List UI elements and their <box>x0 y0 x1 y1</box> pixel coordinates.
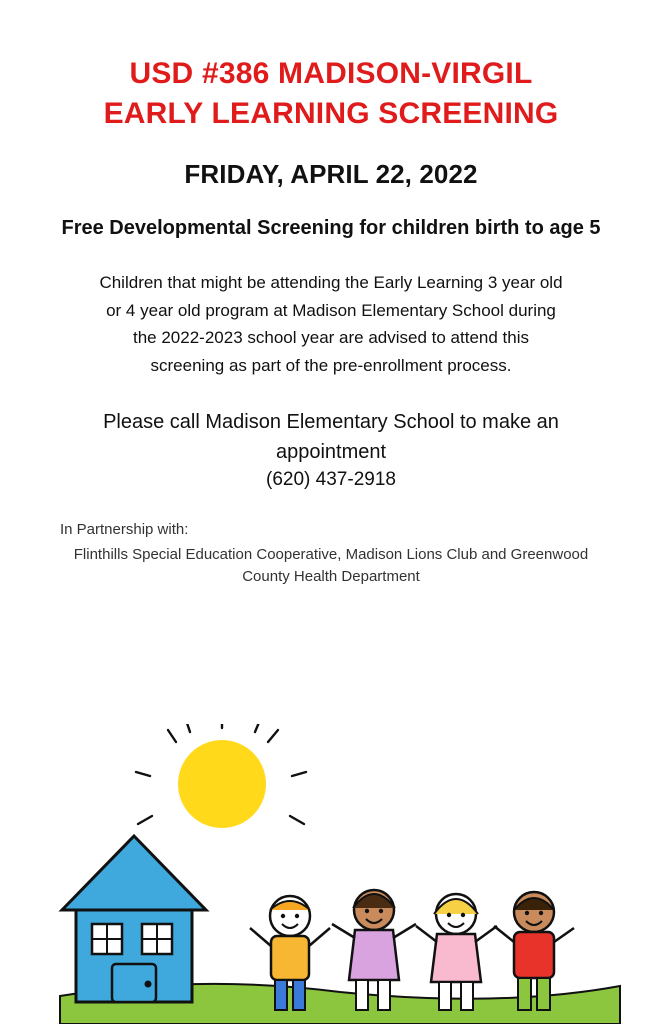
title-line-1: USD #386 MADISON-VIRGIL <box>129 57 533 90</box>
children-house-sun-illustration <box>0 724 662 1024</box>
title-block <box>46 54 616 133</box>
event-body-text: Children that might be attending the Early Learning 3 year old or 4 year old program at Madison Elementary School during the 2022-2023 school year are advised to attend this screening as part of the pre-enrollment process. <box>99 273 563 375</box>
event-subhead: Free Developmental Screening for children birth to age 5 <box>61 217 601 240</box>
call-to-action-text: Please call Madison Elementary School to make an appointment <box>103 411 559 464</box>
sun-icon <box>136 724 306 828</box>
event-date: FRIDAY, APRIL 22, 2022 <box>184 159 478 190</box>
partner-names: Flinthills Special Education Cooperative, Madison Lions Club and Greenwood County Health Department <box>73 546 589 586</box>
child-figure-3 <box>416 894 497 1010</box>
child-figure-4 <box>494 892 574 1010</box>
title-line-2: EARLY LEARNING SCREENING <box>103 96 559 130</box>
phone-number: (620) 437-2918 <box>266 469 396 491</box>
partner-label: In Partnership with: <box>60 521 189 539</box>
house-shape <box>62 836 206 1002</box>
